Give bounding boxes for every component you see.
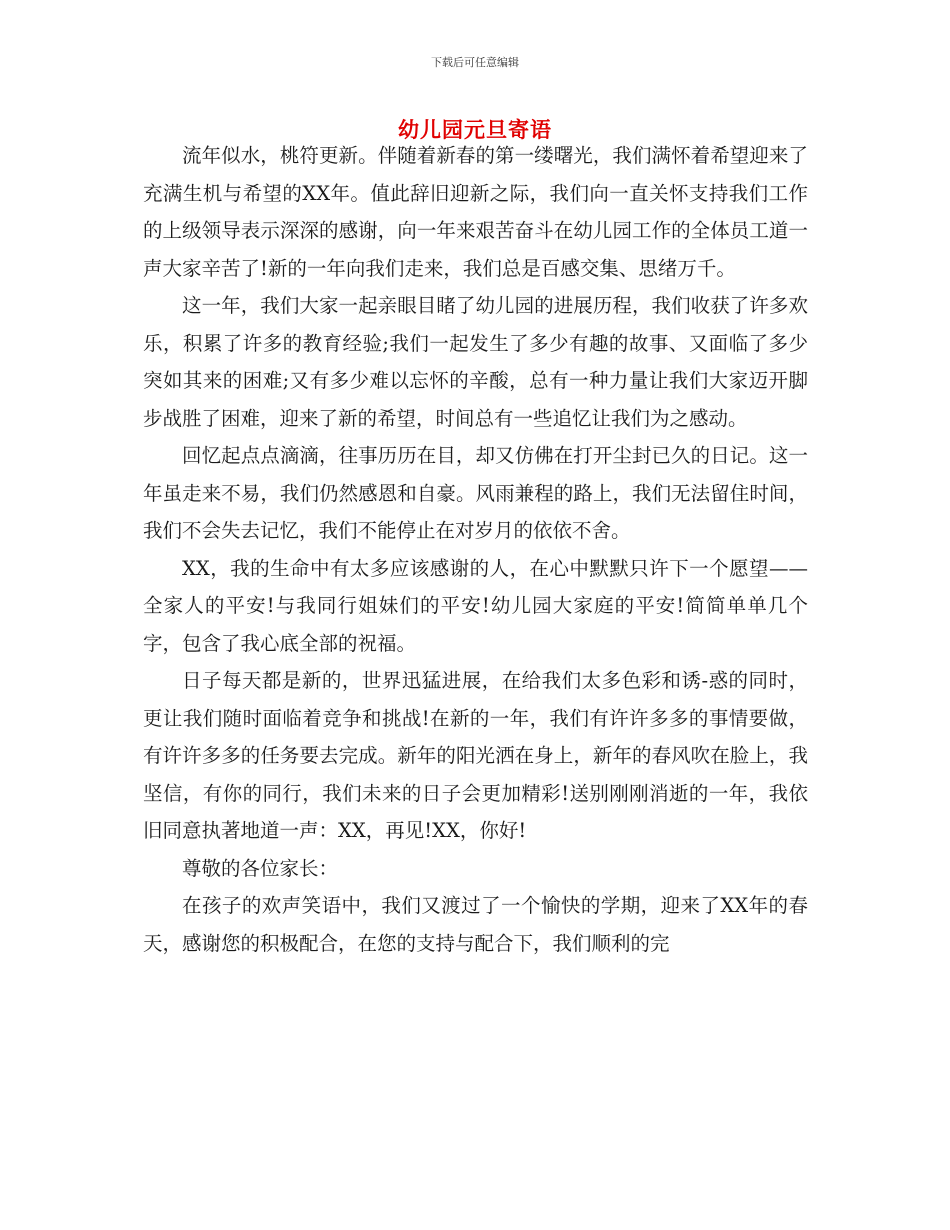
header-note: 下载后可任意编辑: [431, 56, 519, 69]
paragraph: 回忆起点点滴滴，往事历历在目，却又仿佛在打开尘封已久的日记。这一年虽走来不易，我们仍然感恩和自豪。风雨兼程的路上，我们无法留住时间，我们不会失去记忆，我们不能停止在对岁月的依依不舍。: [143, 444, 808, 542]
paragraph: 在孩子的欢声笑语中，我们又渡过了一个愉快的学期，迎来了XX年的春天，感谢您的积极配合，在您的支持与配合下，我们顺利的完: [143, 894, 808, 955]
document-body: [143, 137, 808, 962]
document-title: 幼儿园元旦寄语: [398, 118, 552, 142]
paragraph: 日子每天都是新的，世界迅猛进展，在给我们太多色彩和诱-惑的同时，更让我们随时面临着竞争和挑战!在新的一年，我们有许许多多的事情要做，有许许多多的任务要去完成。新年的阳光洒在身上，新年的春风吹在脸上，我坚信，有你的同行，我们未来的日子会更加精彩!送别刚刚消逝的一年，我依旧同意执著地道一声：XX，再见!XX，你好!: [143, 669, 808, 842]
paragraph: 流年似水，桃符更新。伴随着新春的第一缕曙光，我们满怀着希望迎来了充满生机与希望的XX年。值此辞旧迎新之际，我们向一直关怀支持我们工作的上级领导表示深深的感谢，向一年来艰苦奋斗在幼儿园工作的全体员工道一声大家辛苦了!新的一年向我们走来，我们总是百感交集、思绪万千。: [143, 144, 808, 280]
paragraph: 这一年，我们大家一起亲眼目睹了幼儿园的进展历程，我们收获了许多欢乐，积累了许多的教育经验;我们一起发生了多少有趣的故事、又面临了多少突如其来的困难;又有多少难以忘怀的辛酸，总有一种力量让我们大家迈开脚步战胜了困难，迎来了新的希望，时间总有一些追忆让我们为之感动。: [143, 294, 808, 430]
paragraph: XX，我的生命中有太多应该感谢的人，在心中默默只许下一个愿望——全家人的平安!与我同行姐妹们的平安!幼儿园大家庭的平安!简简单单几个字，包含了我心底全部的祝福。: [143, 556, 808, 655]
salutation: 尊敬的各位家长：: [182, 856, 339, 880]
